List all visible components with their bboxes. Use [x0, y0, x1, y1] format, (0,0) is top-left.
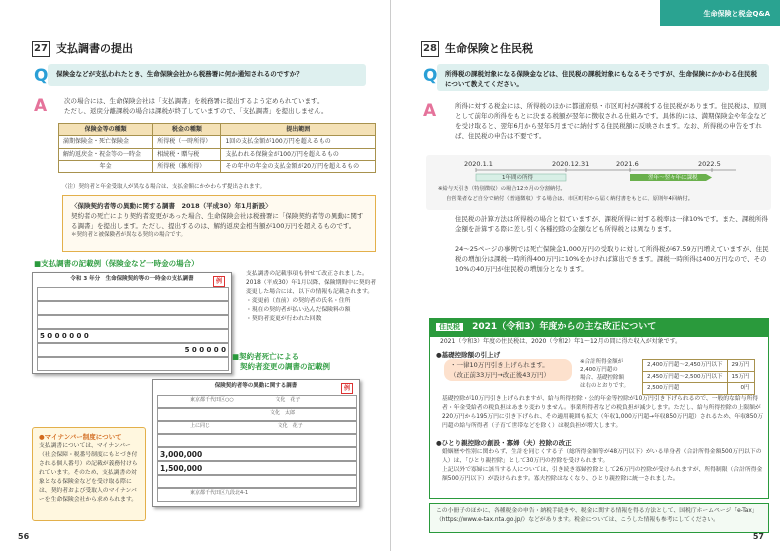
table-note: （注）契約者と年金受取人が異なる場合は、支払金額にかかわらず提出されます。: [62, 184, 266, 190]
example-stamp: 例: [213, 276, 225, 287]
side-bullet: ・変更前（直前）の契約者の氏名・住所: [246, 297, 351, 304]
timeline-note: ※給与天引き（特別徴収）の場合12カ月の分割納付。: [438, 186, 566, 192]
table-header: 保険金等の種類: [59, 124, 153, 136]
payment-report-table: [58, 123, 376, 173]
form-row: [37, 301, 229, 315]
form-row: [37, 315, 229, 329]
timeline-date: 2022.5: [698, 160, 721, 168]
timeline-date: 2020.12.31: [552, 160, 590, 168]
section-header: [32, 40, 133, 57]
section-number: 27: [32, 41, 50, 57]
answer-paragraph-1: 所得に対する税金には、所得税のほかに都道府県・市区町村が課税する住民税があります。住民税は、原則として前年の所得をもとに決まる税額が翌年に徴収される仕組みです。具体的には、満期保険金や年金などを受け取ると、翌年6月から翌年5月までに納付する住民税額に反映されます。なお、所得税の申告をすれば、住民税の申告は不要です。: [455, 102, 767, 141]
form-amount: 5 0 0 0 0 0 0: [37, 329, 229, 343]
table-row: 2,450万円超〜2,500万円以下 15万円: [643, 371, 755, 383]
question-box: [48, 64, 366, 86]
notice-box: [62, 195, 376, 252]
form-row: 文化 太郎: [157, 408, 357, 421]
table-row: 2,400万円超〜2,450万円以下 29万円: [643, 360, 755, 372]
form-row: 上に同じ 文化 花子: [157, 421, 357, 434]
form-row: [37, 357, 229, 371]
notice-footnote: ＊契約者と被保険者が異なる契約の場合です。: [71, 232, 187, 239]
question-mark-label: Q: [423, 66, 438, 86]
table-header: 提出範囲: [221, 124, 376, 136]
timeline-label-tax: 翌年〜翌々年に課税: [648, 175, 698, 181]
right-page: [390, 0, 780, 551]
section-title: 生命保険と住民税: [445, 42, 533, 55]
example-heading: ■支払調書の記載例（保険金など一時金の場合）: [34, 259, 199, 268]
table-row: 2,500万円超 0円: [643, 383, 755, 395]
reform-item-1-text: 基礎控除が10万円引き上げられますが、給与所得控除・公的年金等控除が10万円引き下げられるので、一般的な給与所得者・年金受給者の税負担はあまり変わりません。事業所得者などの税負担が減少します。ただし、給与所得控除の上限額が220万円から195万円に引き下げられ、その適用範囲も拡大（年収1,000万円超→年収850万円超）されるため、年収850万円超の給与所得者（子育て世帯などを除く）は税負担が増大します。: [442, 396, 763, 429]
side-note: [246, 270, 380, 324]
tax-reform-header: [430, 319, 768, 337]
notice-title: 〈保険契約者等の異動に関する調書 2018（平成30）年1月新設〉: [71, 202, 272, 210]
my-number-text: 支払調書については、マイナンバー（社会保障・税番号制度にもとづき付される個人番号）の記載が義務付けられています。そのため、支払調書の対象となる保険金などを受け取る際には、契約者および受取人のマイナンバーを生命保険会社から求められます。: [39, 443, 138, 503]
form-title: 保険契約者等の異動に関する調書: [214, 383, 298, 389]
question-mark-label: Q: [34, 66, 49, 86]
section-number: 28: [421, 41, 439, 57]
question-text: 保険金などが支払われたとき、生命保険会社から税務署に何か通知されるのですか？: [56, 70, 303, 78]
footer-info-box: [429, 503, 769, 533]
my-number-box: [32, 427, 146, 521]
answer-line-1: 次の場合には、生命保険会社は「支払調書」を税務署に提出するよう定められています。: [64, 97, 324, 105]
answer-text: [64, 96, 379, 116]
form-row: [37, 287, 229, 301]
table-row: 年金 所得税（雑所得） その年中の年金の支払金額が20万円を超えるもの: [59, 160, 376, 172]
form-row: [157, 434, 357, 447]
section-header: [421, 40, 533, 57]
answer-paragraph-3: 24〜25ページの事例では死亡保険金1,000万円の受取りに対して所得税が67.59万円増えていますが、住民税の増加分は課税一時所得400万円に10%をかければ算出できます。課税一時所得は400万円なので、その10%の40万円が住民税の増加分となります。: [455, 245, 769, 274]
side-note-text: 支払調書の記載事項も併せて改正されました。2018（平成30）年1月以降、保険期間中に契約者変更した場合には、以下の情報も記載されます。: [246, 271, 377, 295]
running-header: 生命保険と税金Q&A: [660, 0, 780, 26]
reform-title: 2021（令和3）年度からの主な改正について: [472, 322, 657, 332]
table-row: 解約返戻金・祝金等の一時金 相続税・贈与税 支払われる保険金が100万円を超えるもの: [59, 148, 376, 160]
side-bullet: ・現在の契約者が払い込んだ保険料の額: [246, 306, 351, 313]
question-box: [437, 64, 769, 91]
my-number-title: ●マイナンバー制度について: [39, 433, 122, 441]
reform-tag: 住民税: [436, 323, 463, 331]
question-text: 所得税の課税対象になる保険金などは、住民税の課税対象にもなるそうですが、生命保険にかかわる住民税について教えてください。: [445, 70, 757, 89]
reform-highlight: ・一律10万円引き上げられます。 （改正前33万円→改正後43万円）: [444, 359, 572, 381]
form-amount: 3,000,000: [157, 447, 357, 461]
example-stamp: 例: [341, 383, 353, 394]
form-amount: 1,500,000: [157, 461, 357, 475]
section-title: 支払調書の提出: [56, 42, 133, 55]
table-header: 税金の種類: [153, 124, 221, 136]
timeline-date: 2021.6: [616, 160, 639, 168]
timeline-note: 自営業者など自分で納付（普通徴収）する場合は、市区町村から届く納付書をもとに、原則年4回納付。: [446, 196, 694, 202]
reform-item-2-title: ●ひとり親控除の創設・寡婦（夫）控除の改正: [436, 439, 572, 447]
answer-paragraph-2: 住民税の計算方法は所得税の場合と似ていますが、課税所得に対する税率は一律10%です。また、課税所得金額を計算する際に差し引く各種控除の金額なども所得税とは異なります。: [455, 215, 768, 234]
form-row: 東京都千代田区○○ 文化 花子: [157, 395, 357, 408]
reform-item-1-title: ●基礎控除額の引上げ: [436, 351, 501, 359]
form-row: [157, 475, 357, 488]
footer-text: この小冊子のほかに、各種税金の申告・納税手続きや、税金に関する情報を得る方法として、国税庁ホームページ「e-Tax」（https://www.e-tax.nta.go.jp/）などがあります。税金については、こうした情報も参考にしてください。: [436, 508, 758, 523]
form-title: 令和 3 年分 生命保険契約等の一時金の支払調書: [70, 276, 194, 282]
tax-timeline: [426, 155, 771, 210]
answer-mark-label: A: [423, 101, 437, 121]
form-amount: 5 0 0 0 0 0: [37, 343, 229, 357]
deduction-bracket-table: [642, 359, 755, 395]
timeline-date: 2020.1.1: [464, 160, 493, 168]
notice-text: 契約者の死亡により契約者変更があった場合、生命保険会社は税務署に「保険契約者等の異動に関する調書」を提出します。ただし、提出するのは、解約返戻金相当額が100万円を超えるものです。: [71, 212, 364, 231]
tax-reform-box: [429, 318, 769, 499]
payment-report-form: [32, 272, 232, 374]
answer-mark-label: A: [34, 96, 48, 116]
policyholder-change-form: [152, 379, 360, 507]
timeline-label-income: 1年間の所得: [502, 175, 533, 181]
form-footer: 東京都千代田区九段北4-1: [157, 488, 357, 502]
side-bullet: ・契約者変更が行われた回数: [246, 315, 322, 322]
page-number: 56: [18, 531, 30, 541]
table-row: 満期保険金・死亡保険金 所得税（一時所得） 1回の支払金額が100万円を超えるもの: [59, 136, 376, 148]
reform-intro: 2021（令和3）年度の住民税は、2020（令和2）年1〜12月の間に得た収入が対象です。: [440, 338, 682, 345]
reform-item-1-note: ※合計所得金額が 2,400万円超の 場合、基礎控除額 は右のとおりです。: [580, 359, 630, 389]
answer-line-2: ただし、返戻分離課税の場合は課税が終了していますので、「支払調書」を提出しません。: [64, 107, 328, 116]
page-number: 57: [752, 531, 764, 541]
reform-item-2-text: 婚姻歴や性別に関わらず、生計を同じくする子（総所得金額等が48万円以下）がいる単身者（合計所得金額500万円以下の人）は、「ひとり親控除」として30万円の控除を受けられます。 上記以外で寡婦に該当する人については、引き続き寡婦控除として26万円の控除が受けられますが、所得制限（合計所得金額500万円以下）が設けられます。寡夫控除はなくなり、ひとり親控除に統一されました。: [442, 449, 763, 482]
example-heading-2: ■契約者死亡による 契約者変更の調書の記載例: [232, 352, 330, 372]
